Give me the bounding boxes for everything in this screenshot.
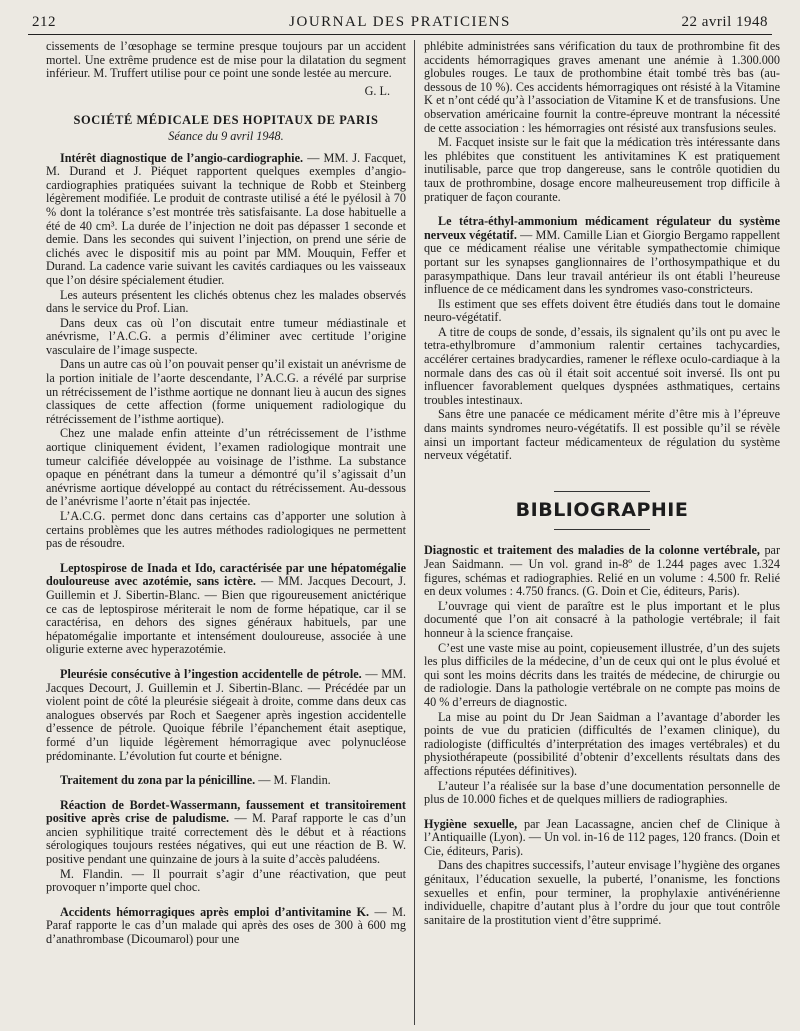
paragraph: Dans un autre cas où l’on pouvait penser qu’il existait un anévrisme de la portion initiale de l’aorte descendante, l’A.C.G. a révélé par surprise un rétrécissement de l’isthme aortique ne donnant lieu à aucun des signes classiques de cette affection (forme uniquement radiologique du rétrécissement de l’isthme aortique). <box>46 357 406 426</box>
paragraph: Ils estiment que ses effets doivent être étudiés dans tout le domaine neuro-végétatif. <box>424 296 780 325</box>
article-leptospirose: Leptospirose de Inada et Ido, caractérisée par une hépatomégalie douloureuse avec azotémie, sans ictère. — MM. Jacques Decourt, J. Guillemin et J. Sibertin-Blanc. — Bien que rigoureusement anictérique ce cas de leptospirose mériterait le nom de forme hépatique, car il se caractérisa, en dehors des signes généraux habituels, par une hépatomégalie importante et intensément douloureuse, associée à une oligurie externe avec hyperazotémie. <box>46 560 406 657</box>
book-review-colonne: Diagnostic et traitement des maladies de la colonne vertébrale, par Jean Saidmann. — Un vol. grand in-8º de 1.244 pages avec 1.324 figures, schémas et radiographies. Relié en un volume : 4.500 fr. Relié en deux volumes : 4.750 francs. (G. Doin et Cie, éditeurs, Paris). <box>424 543 780 599</box>
page-header <box>28 8 772 35</box>
article-tetra-ethyl-ammonium: Le tétra-éthyl-ammonium médicament régulateur du système nerveux végétatif. — MM. Camille Lian et Giorgio Bergamo rappellent que ce médicament réalise une véritable sympathectomie chimique portant sur les synapses ganglionnaires de l’orthosympathique et du parasympathique. Dans leur travail antérieur ils ont établi l’heureuse influence de ce médicament dans les syndromes vaso-constricteurs. <box>424 214 780 297</box>
right-column <box>424 40 780 1025</box>
book-title: Diagnostic et traitement des maladies de la colonne vertébrale, <box>424 543 760 558</box>
section-title: SOCIÉTÉ MÉDICALE DES HOPITAUX DE PARIS <box>73 113 379 128</box>
seance-date: Séance du 9 avril 1948. <box>168 128 284 143</box>
paragraph: Chez une malade enfin atteinte d’un rétrécissement de l’isthme aortique cliniquement évident, l’examen radiologique montrait une tumeur calcifiée développée au voisinage de l’isthme. La substance opaque en pénétrant dans la tumeur a démontré qu’il s’agissait d’un anévrisme aortique développé au contact du rétrécissement. Au-dessous de l’anévrisme l’aorte n’était pas injectée. <box>46 426 406 509</box>
article-title: Le tétra-éthyl-ammonium médicament régulateur du système nerveux végétatif. <box>424 214 780 242</box>
paragraph: Les auteurs présentent les clichés obtenus chez les malades observés dans le service du Prof. Lian. <box>46 287 406 316</box>
paragraph: La mise au point du Dr Jean Saidman a l’avantage d’aborder les points de vue du praticien (difficultés de l’examen clinique), du radiologiste (difficultés d’interprétation des images vertébrales) et du physiothérapeute (possibilité d’obtenir d’excellents résultats dans des affections réputées définitives). <box>424 709 780 778</box>
paragraph: Dans deux cas où l’on discutait entre tumeur médiastinale et anévrisme, l’A.C.G. a permis d’éliminer avec certitude l’origine vasculaire de l’image suspecte. <box>46 315 406 357</box>
issue-date: 22 avril 1948 <box>681 14 768 30</box>
intro-paragraph: cissements de l’œsophage se termine presque toujours par un accident mortel. Une extrême prudence est de mise pour la dilatation du segment inférieur. M. Truffert utilise pour ce point une sonde lestée au mercure. <box>46 40 406 81</box>
bibliography-title: BIBLIOGRAPHIE <box>515 498 689 521</box>
article-antivitamine: Accidents hémorragiques après emploi d’antivitamine K. — M. Paraf rapporte le cas d’un malade qui après des oses de 300 à 600 mg d’anathrombase (Dicoumarol) pour une <box>46 904 406 947</box>
article-pleuresie: Pleurésie consécutive à l’ingestion accidentelle de pétrole. — MM. Jacques Decourt, J. Guillemin et J. Sibertin-Blanc. — Précédée par un violent point de côté la pleurésie siégeait à droite, comme dans deux cas analogues observés par Roch et Saegener après ingestion accidentelle d’essence de pétrole. Quoique fébrile l’épanchement était aseptique, formé d’un liquide légèrement hémorragique avec polynucléose prédominante. L’évolution fut courte et bénigne. <box>46 666 406 763</box>
book-review-hygiene: Hygiène sexuelle, par Jean Lacassagne, ancien chef de Clinique à l’Antiquaille (Lyon). — Un vol. in-16 de 112 pages, 120 francs. (Doin et Cie, éditeurs, Paris). <box>424 816 780 858</box>
divider <box>554 529 650 530</box>
article-title: Leptospirose de Inada et Ido, caractérisée par une hépatomégalie douloureuse avec azotémie, sans ictère. <box>46 560 406 589</box>
page-number: 212 <box>32 14 56 30</box>
left-column <box>46 40 406 1025</box>
paragraph: Sans être une panacée ce médicament mérite d’être mis à l’épreuve dans maints syndromes neuro-végétatifs. Il est possible qu’il se révèle ainsi un important facteur médicamenteux de régulation du système nerveux végétatif. <box>424 407 780 463</box>
column-divider <box>414 40 415 1025</box>
journal-title: JOURNAL DES PRATICIENS <box>289 14 511 30</box>
article-title: Réaction de Bordet-Wassermann, faussement et transitoirement positive après crise de paludisme. <box>46 797 406 826</box>
bibliography-heading <box>424 491 780 531</box>
paragraph: C’est une vaste mise au point, copieusement illustrée, d’un des sujets les plus difficiles de la médecine, d’un de ceux qui ont le plus évolué et qui sont les moins décrits dans les traités de médecine, de chirurgie ou de radiologie. Dans la pathologie vertébrale on ne compte pas moins de 40 % d’erreurs de diagnostic. <box>424 640 780 709</box>
paragraph: L’ouvrage qui vient de paraître est le plus important et le plus documenté que l’on ait consacré à la pathologie vertébrale; il fait honneur à la science française. <box>424 598 780 640</box>
paragraph: M. Facquet insiste sur le fait que la médication très intéressante dans les phlébites que constituent les antivitamines K est pratiquement inutilisable, parce que trop dangereuse, sans le contrôle quotidien du taux de prothrombine, dosage encore malheureusement trop difficile à pratiquer de façon courante. <box>424 135 780 204</box>
article-title: Traitement du zona par la pénicilline. <box>60 773 256 788</box>
article-bordet-wassermann: Réaction de Bordet-Wassermann, faussement et transitoirement positive après crise de paludisme. — M. Paraf rapporte le cas d’un ancien syphilitique traité correctement dès le début et à réactions sérologiques toujours restées négatives, qui eut une réaction de B. W. positive pendant une quinzaine de jours à la suite d’accès paludéens. <box>46 797 406 867</box>
paragraph: M. Flandin. — Il pourrait s’agir d’une réactivation, que peut provoquer n’importe quel choc. <box>46 866 406 895</box>
article-zona: Traitement du zona par la pénicilline. — M. Flandin. <box>60 773 331 788</box>
intro-signature: G. L. <box>364 83 390 98</box>
paragraph: L’A.C.G. permet donc dans certains cas d’apporter une solution à certains problèmes que les autres méthodes radiologiques ne permettent pas de résoudre. <box>46 509 406 551</box>
article-title: Intérêt diagnostique de l’angio-cardiographie. <box>60 150 304 165</box>
article-title: Pleurésie consécutive à l’ingestion accidentelle de pétrole. <box>60 666 362 681</box>
paragraph: A titre de coups de sonde, d’essais, ils signalent qu’ils ont pu avec le tetra-ethylbromure d’ammonium ralentir certaines tachycardies, accélérer certaines bradycardies, ramener le réflexe oculo-cardiaque à la normale dans des cas où il était soit accentué soit inversé. Ils ont pu influencer favorablement quelques dyspnées asthmatiques, certains troubles intestinaux. <box>424 324 780 407</box>
article-angiocardiographie: Intérêt diagnostique de l’angio-cardiographie. — MM. J. Facquet, M. Durand et J. Piéquet rapportent quelques exemples d’angio-cardiographies pratiquées suivant la technique de Robb et Steinberg légèrement modifiée. Le produit de contraste utilisé a été le pyélosil à 70 % dont la tolérance s’est montrée très satisfaisante. La dose habituelle a été de 40 cm³. La durée de l’injection ne doit pas dépasser 1 seconde et demie. Dans les secondes qui suivent l’injection, on prend une série de clichés avec le dispositif mis au point par MM. Mouquin, Feffer et Durand. La cadence varie suivant les cavités cardiaques ou les vaisseaux que l’on désire spécialement étudier. <box>46 150 406 287</box>
paragraph: L’auteur l’a réalisée sur la base d’une documentation personnelle de plus de 10.000 fiches et de quelques milliers de radiographies. <box>424 778 780 807</box>
article-title: Accidents hémorragiques après emploi d’antivitamine K. <box>60 904 370 919</box>
paragraph: Dans des chapitres successifs, l’auteur envisage l’hygiène des organes génitaux, l’éducation sexuelle, la puberté, l’onanisme, les fonctions sexuelles et enfin, pour terminer, la prophylaxie antivénérienne individuelle, chapitre d’autant plus à l’ordre du jour que tout contrôle sanitaire de la prostitution vient d’être supprimé. <box>424 858 780 927</box>
paragraph: phlébite administrées sans vérification du taux de prothrombine fit des accidents hémorragiques graves amenant une anémie à 1.300.000 globules rouges. Le taux de prothombine était tombé très bas (au-dessous de 10 %). Ces accidents hémorragiques ont résisté à la Vitamine K et n’ont cédé qu’à l’association de Vitamine K et de transfusions. Une observation américaine fournit la contre-épreuve montrant la nécessité de cette association : les hémorragies ont résisté aux transfusions seules. <box>424 40 780 135</box>
divider <box>554 491 650 492</box>
book-title: Hygiène sexuelle, <box>424 816 518 831</box>
